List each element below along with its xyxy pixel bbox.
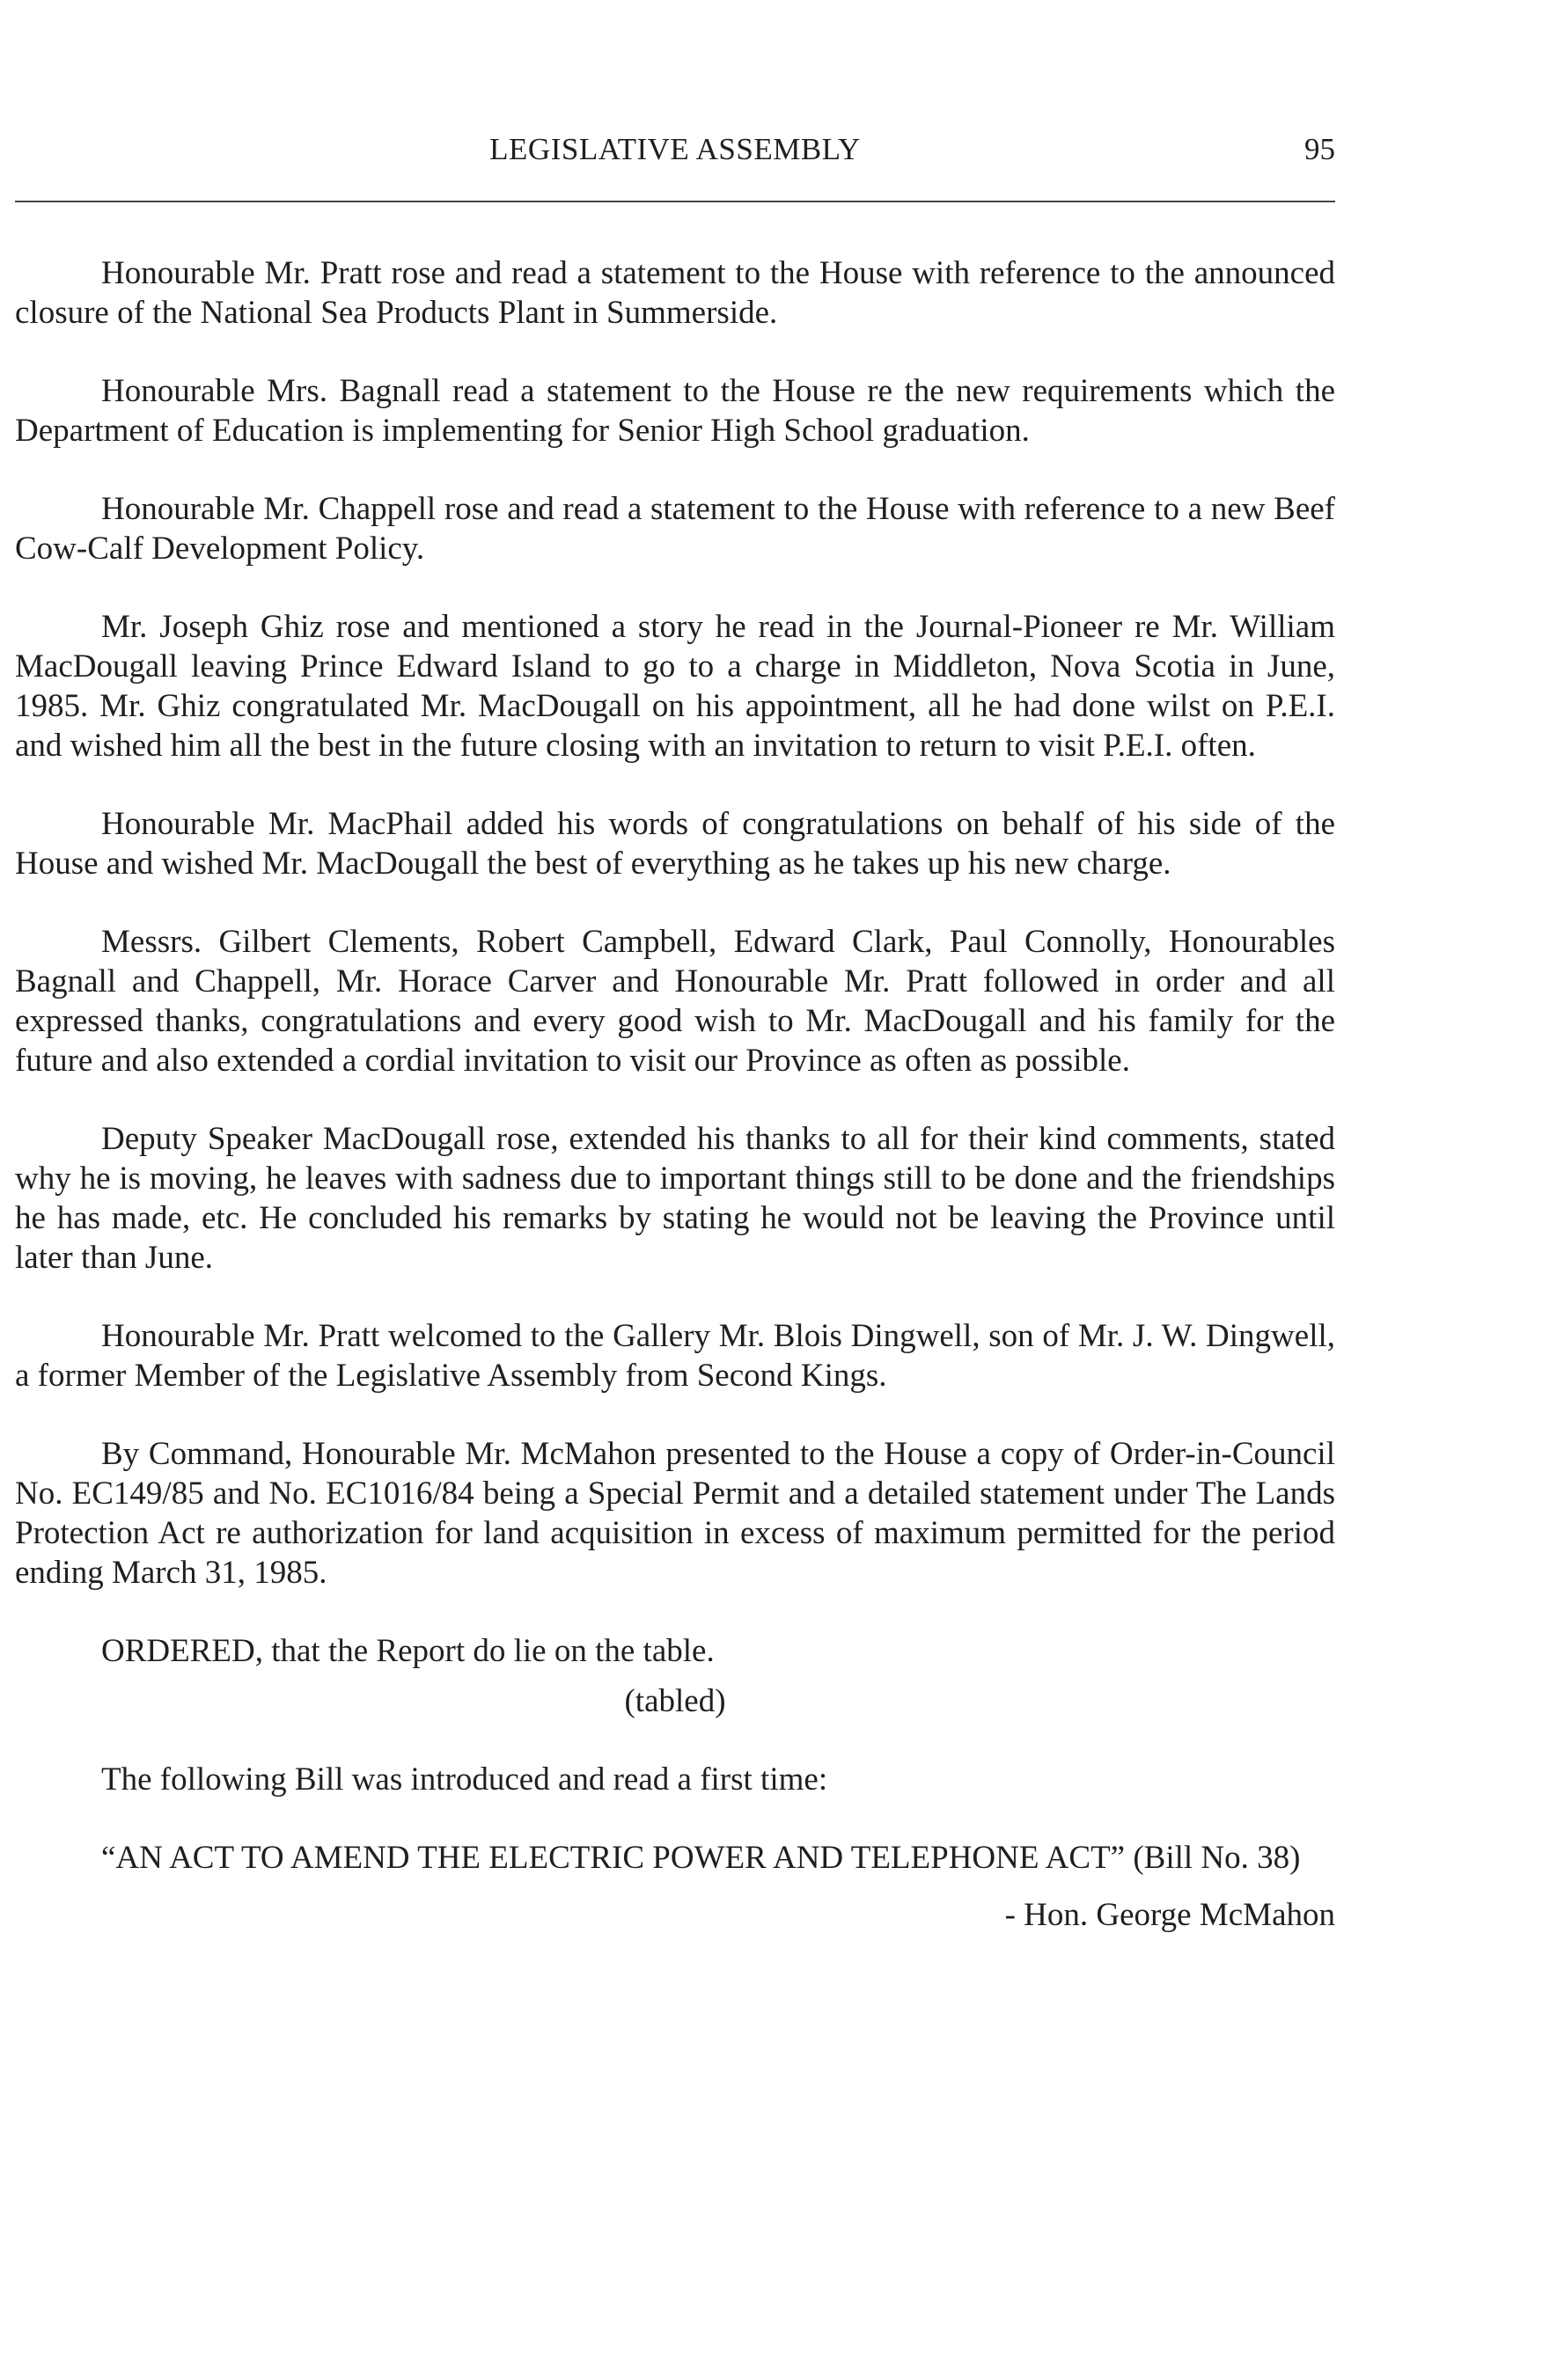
bill-title: “AN ACT TO AMEND THE ELECTRIC POWER AND TELEPHONE ACT” (Bill No. 38)	[101, 1840, 1301, 1876]
bill-introduction: The following Bill was introduced and read a first time:	[101, 1761, 828, 1798]
header-rule	[15, 201, 1335, 202]
paragraph-members-remarks: Messrs. Gilbert Clements, Robert Campbell, Edward Clark, Paul Connolly, Honourables Bagnall and Chappell, Mr. Horace Carver and Honourable Mr. Pratt followed in order and all expressed thanks, congratulations and every good wish to Mr. MacDougall and his family for the future and also extended a cordial invitation to visit our Province as often as possible.	[15, 924, 1335, 1079]
paragraph-order-in-council: By Command, Honourable Mr. McMahon presented to the House a copy of Order-in-Council No. EC149/85 and No. EC1016/84 being a Special Permit and a detailed statement under The Lands Protection Act re authorization for land acquisition in excess of maximum permitted for the period ending March 31, 1985.	[15, 1436, 1335, 1591]
page-header	[15, 132, 1335, 176]
paragraph-deputy-speaker: Deputy Speaker MacDougall rose, extended his thanks to all for their kind comments, stated why he is moving, he leaves with sadness due to important things still to be done and the friendships he has made, etc. He concluded his remarks by stating he would not be leaving the Province until later than June.	[15, 1121, 1335, 1276]
paragraph-ghiz-remarks: Mr. Joseph Ghiz rose and mentioned a story he read in the Journal-Pioneer re Mr. William MacDougall leaving Prince Edward Island to go to a charge in Middleton, Nova Scotia in June, 1985. Mr. Ghiz congratulated Mr. MacDougall on his appointment, all he had done wilst on P.E.I. and wished him all the best in the future closing with an invitation to return to visit P.E.I. often.	[15, 609, 1335, 764]
ordered-line: ORDERED, that the Report do lie on the table.	[101, 1633, 715, 1669]
page-number: 95	[1304, 132, 1335, 166]
running-title: LEGISLATIVE ASSEMBLY	[489, 132, 861, 166]
bill-sponsor: - Hon. George McMahon	[1004, 1897, 1335, 1933]
paragraph-pratt-statement: Honourable Mr. Pratt rose and read a statement to the House with reference to the announced closure of the National Sea Products Plant in Summerside.	[15, 255, 1335, 331]
tabled-note: (tabled)	[624, 1683, 726, 1719]
paragraph-bagnall-statement: Honourable Mrs. Bagnall read a statement to the House re the new requirements which the Department of Education is implementing for Senior High School graduation.	[15, 373, 1335, 449]
paragraph-macphail-remarks: Honourable Mr. MacPhail added his words of congratulations on behalf of his side of the House and wished Mr. MacDougall the best of everything as he takes up his new charge.	[15, 806, 1335, 882]
journal-body	[15, 253, 1335, 1935]
paragraph-gallery-welcome: Honourable Mr. Pratt welcomed to the Gallery Mr. Blois Dingwell, son of Mr. J. W. Dingwell, a former Member of the Legislative Assembly from Second Kings.	[15, 1318, 1335, 1394]
paragraph-chappell-statement: Honourable Mr. Chappell rose and read a statement to the House with reference to a new Beef Cow-Calf Development Policy.	[15, 491, 1335, 567]
